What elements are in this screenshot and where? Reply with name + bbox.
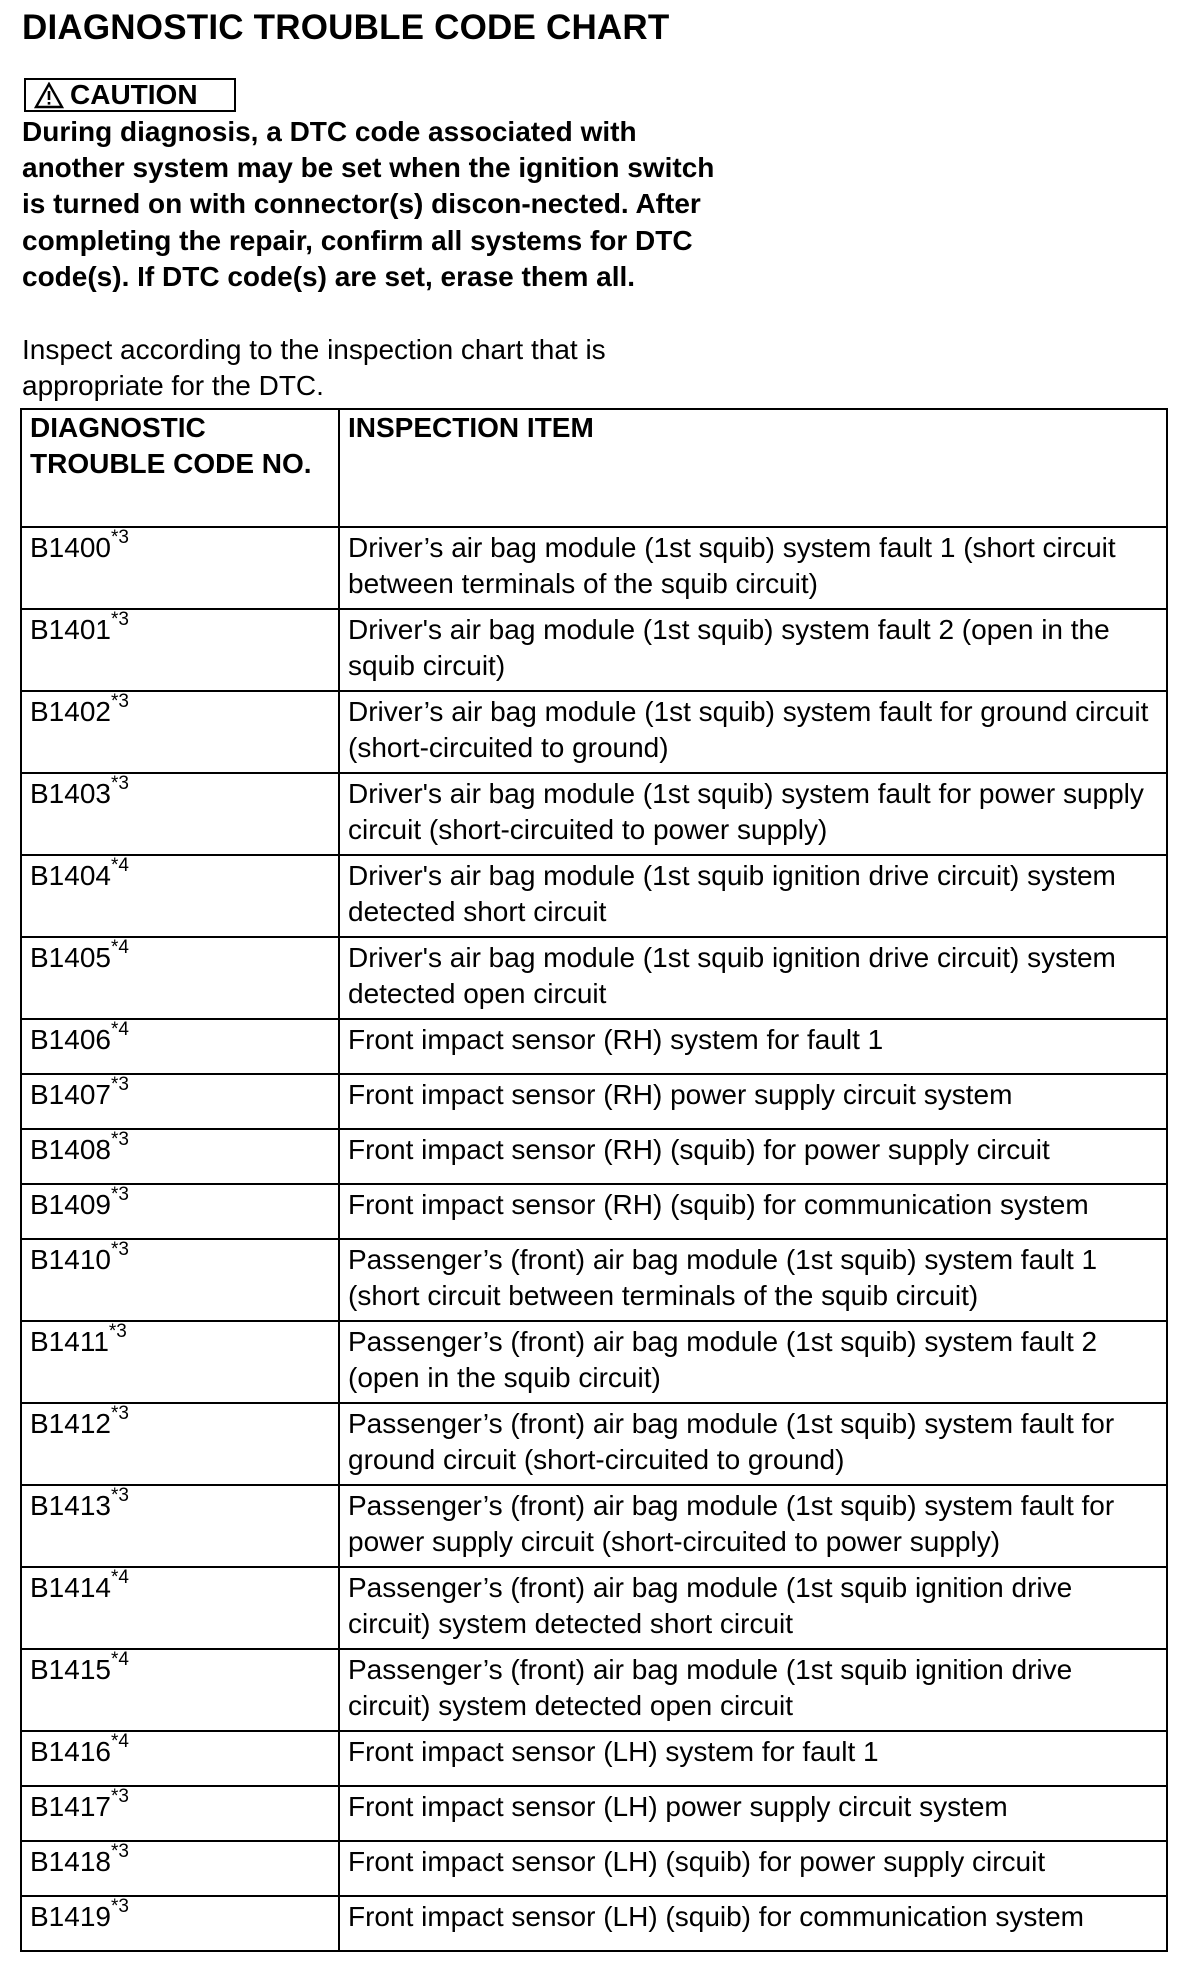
inspection-item: Driver's air bag module (1st squib ignition drive circuit) system detected short circuit [339, 855, 1167, 937]
table-row [21, 1184, 1167, 1239]
dtc-code-cell [21, 1321, 339, 1403]
inspection-item: Front impact sensor (LH) power supply circuit system [339, 1786, 1167, 1841]
dtc-code: B1417 [30, 1791, 111, 1822]
dtc-note: *3 [110, 1239, 129, 1260]
inspection-item: Front impact sensor (RH) system for fault 1 [339, 1019, 1167, 1074]
dtc-code-cell [21, 527, 339, 609]
inspection-item: Driver’s air bag module (1st squib) system fault for ground circuit (short-circuited to ground) [339, 691, 1167, 773]
table-header-row [21, 409, 1167, 527]
caution-badge [24, 78, 236, 112]
table-row [21, 1731, 1167, 1786]
inspection-item: Driver's air bag module (1st squib) system fault for power supply circuit (short-circuited to power supply) [339, 773, 1167, 855]
dtc-code: B1400 [30, 532, 111, 563]
table-row [21, 937, 1167, 1019]
inspection-item: Front impact sensor (RH) power supply circuit system [339, 1074, 1167, 1129]
dtc-code: B1406 [30, 1024, 111, 1055]
dtc-code: B1403 [30, 778, 111, 809]
dtc-code-cell [21, 1019, 339, 1074]
table-row [21, 1239, 1167, 1321]
dtc-note: *3 [110, 1485, 129, 1506]
dtc-note: *3 [110, 1896, 129, 1917]
dtc-note: *3 [110, 1786, 129, 1807]
dtc-note: *4 [110, 1019, 129, 1040]
dtc-code-cell [21, 609, 339, 691]
table-row [21, 855, 1167, 937]
dtc-note: *4 [110, 1567, 129, 1588]
dtc-code-cell [21, 691, 339, 773]
dtc-note: *3 [110, 1403, 129, 1424]
dtc-code: B1408 [30, 1134, 111, 1165]
dtc-note: *3 [108, 1321, 127, 1342]
dtc-code-cell [21, 937, 339, 1019]
dtc-code-cell [21, 1731, 339, 1786]
inspection-item: Front impact sensor (LH) system for fault 1 [339, 1731, 1167, 1786]
dtc-note: *3 [110, 1841, 129, 1862]
dtc-code-cell [21, 1239, 339, 1321]
dtc-code-cell [21, 1786, 339, 1841]
table-row [21, 1485, 1167, 1567]
table-row [21, 1786, 1167, 1841]
dtc-code-cell [21, 1403, 339, 1485]
table-row [21, 773, 1167, 855]
dtc-note: *4 [110, 1649, 129, 1670]
header-code: DIAGNOSTIC TROUBLE CODE NO. [21, 409, 339, 527]
dtc-code-cell [21, 1184, 339, 1239]
dtc-note: *3 [110, 691, 129, 712]
inspection-item: Passenger’s (front) air bag module (1st squib) system fault for ground circuit (short-circuited to ground) [339, 1403, 1167, 1485]
dtc-note: *3 [110, 773, 129, 794]
inspection-item: Driver’s air bag module (1st squib) system fault 1 (short circuit between terminals of the squib circuit) [339, 527, 1167, 609]
dtc-code: B1418 [30, 1846, 111, 1877]
table-row [21, 1896, 1167, 1951]
table-row [21, 1649, 1167, 1731]
caution-text: During diagnosis, a DTC code associated with another system may be set when the ignition switch is turned on with connector(s) discon-nected. After completing the repair, confirm all systems for DTC code(s). If DTC code(s) are set, erase them all. [22, 116, 715, 292]
dtc-code: B1402 [30, 696, 111, 727]
inspection-item: Front impact sensor (RH) (squib) for power supply circuit [339, 1129, 1167, 1184]
dtc-note: *4 [110, 855, 129, 876]
dtc-note: *4 [110, 1731, 129, 1752]
table-row [21, 609, 1167, 691]
inspection-item: Driver's air bag module (1st squib) system fault 2 (open in the squib circuit) [339, 609, 1167, 691]
dtc-code-cell [21, 1649, 339, 1731]
dtc-code: B1407 [30, 1079, 111, 1110]
dtc-code: B1414 [30, 1572, 111, 1603]
caution-label: CAUTION [70, 79, 198, 110]
dtc-code: B1410 [30, 1244, 111, 1275]
dtc-note: *3 [110, 1129, 129, 1150]
dtc-code-cell [21, 855, 339, 937]
inspection-item: Passenger’s (front) air bag module (1st squib) system fault 2 (open in the squib circuit) [339, 1321, 1167, 1403]
dtc-code-cell [21, 1841, 339, 1896]
dtc-code: B1416 [30, 1736, 111, 1767]
inspection-item: Driver's air bag module (1st squib ignition drive circuit) system detected open circuit [339, 937, 1167, 1019]
dtc-code: B1405 [30, 942, 111, 973]
dtc-code: B1419 [30, 1901, 111, 1932]
dtc-code: B1411 [30, 1326, 109, 1357]
dtc-code: B1401 [30, 614, 111, 645]
dtc-note: *3 [110, 609, 129, 630]
table-row [21, 1403, 1167, 1485]
table-row [21, 527, 1167, 609]
dtc-code: B1412 [30, 1408, 111, 1439]
dtc-note: *3 [110, 1074, 129, 1095]
dtc-code-cell [21, 1485, 339, 1567]
inspection-item: Passenger’s (front) air bag module (1st squib ignition drive circuit) system detected open circuit [339, 1649, 1167, 1731]
inspection-item: Passenger’s (front) air bag module (1st squib) system fault 1 (short circuit between terminals of the squib circuit) [339, 1239, 1167, 1321]
dtc-note: *4 [110, 937, 129, 958]
dtc-code-cell [21, 1896, 339, 1951]
dtc-code: B1409 [30, 1189, 111, 1220]
table-row [21, 1841, 1167, 1896]
inspection-item: Front impact sensor (RH) (squib) for communication system [339, 1184, 1167, 1239]
inspection-item: Front impact sensor (LH) (squib) for communication system [339, 1896, 1167, 1951]
dtc-code: B1415 [30, 1654, 111, 1685]
dtc-code-cell [21, 773, 339, 855]
table-row [21, 1567, 1167, 1649]
inspection-item: Passenger’s (front) air bag module (1st squib ignition drive circuit) system detected short circuit [339, 1567, 1167, 1649]
table-row [21, 1019, 1167, 1074]
table-row [21, 1129, 1167, 1184]
inspection-item: Passenger’s (front) air bag module (1st squib) system fault for power supply circuit (short-circuited to power supply) [339, 1485, 1167, 1567]
header-item: INSPECTION ITEM [339, 409, 1167, 527]
warning-triangle-icon [34, 82, 64, 109]
table-body [21, 527, 1167, 1951]
table-row [21, 1074, 1167, 1129]
instruction-text: Inspect according to the inspection chart that is appropriate for the DTC. [22, 334, 606, 401]
inspection-item: Front impact sensor (LH) (squib) for power supply circuit [339, 1841, 1167, 1896]
dtc-note: *3 [110, 1184, 129, 1205]
dtc-code-cell [21, 1129, 339, 1184]
dtc-code-cell [21, 1074, 339, 1129]
dtc-code: B1413 [30, 1490, 111, 1521]
table-row [21, 691, 1167, 773]
table-row [21, 1321, 1167, 1403]
dtc-note: *3 [110, 527, 129, 548]
dtc-table [20, 408, 1168, 1952]
dtc-code: B1404 [30, 860, 111, 891]
page-title: DIAGNOSTIC TROUBLE CODE CHART [22, 8, 670, 47]
dtc-code-cell [21, 1567, 339, 1649]
